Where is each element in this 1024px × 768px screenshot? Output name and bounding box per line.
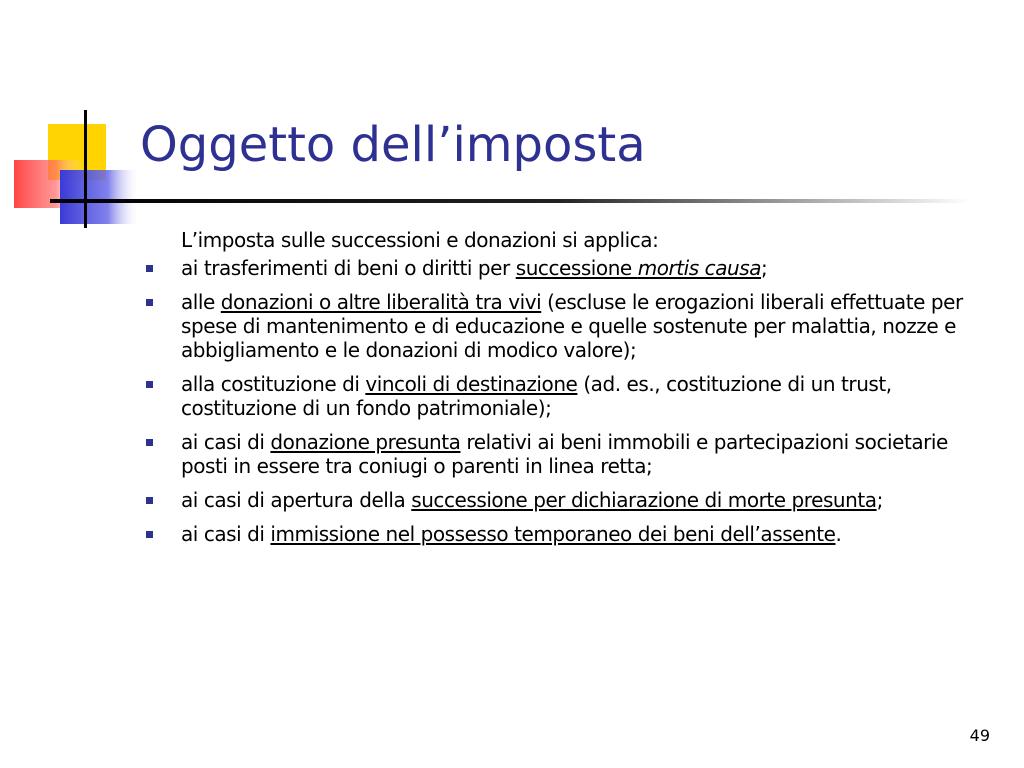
list-item: [140, 488, 1000, 512]
intro-text: L’imposta sulle successioni e donazioni si applica:: [181, 228, 659, 252]
underlined-term: vincoli di destinazione: [365, 372, 578, 396]
bullet-square-icon: [146, 439, 153, 446]
list-item: [140, 522, 1000, 546]
item-text: alla costituzione di: [181, 372, 366, 396]
list-item: [140, 290, 1000, 362]
page-number: 49: [969, 726, 990, 745]
item-text: ai casi di: [181, 430, 271, 454]
underlined-term: successione per dichiarazione di morte presunta: [411, 488, 877, 512]
bullet-square-icon: [146, 265, 153, 272]
bullet-square-icon: [146, 531, 153, 538]
item-text: ai casi di apertura della: [181, 488, 412, 512]
slide-content: [140, 228, 1000, 556]
item-text: ;: [761, 256, 768, 280]
underlined-term: donazioni o altre liberalità tra vivi: [220, 290, 542, 314]
bullet-square-icon: [146, 497, 153, 504]
blue-square: [60, 170, 140, 224]
title-rule: [50, 199, 970, 203]
item-text: ai casi di: [181, 522, 271, 546]
list-item: [140, 256, 1000, 280]
item-text: .: [835, 522, 842, 546]
item-text: ai trasferimenti di beni o diritti per: [181, 256, 516, 280]
decorative-squares-graphic: [0, 0, 140, 240]
bullet-square-icon: [146, 381, 153, 388]
item-text: alle: [181, 290, 221, 314]
item-text: (escluse le erogazioni liberali effettuate per spese di mantenimento e di educazione e quelle sostenute per malattia, nozze e abbigliamento e le donazioni di modico valore);: [181, 290, 963, 362]
underlined-term: successione mortis causa: [515, 256, 762, 280]
bullet-square-icon: [146, 299, 153, 306]
item-text: (ad. es., costituzione di un trust, costituzione di un fondo patrimoniale);: [181, 372, 892, 420]
vertical-line: [84, 110, 87, 228]
underlined-term: donazione presunta: [270, 430, 461, 454]
list-item: [140, 372, 1000, 420]
list-item: [140, 430, 1000, 478]
item-text: relativi ai beni immobili e partecipazioni societarie posti in essere tra coniugi o parenti in linea retta;: [181, 430, 948, 478]
slide-title: Oggetto dell’imposta: [140, 117, 646, 173]
item-text: ;: [876, 488, 883, 512]
underlined-term: immissione nel possesso temporaneo dei beni dell’assente: [270, 522, 836, 546]
